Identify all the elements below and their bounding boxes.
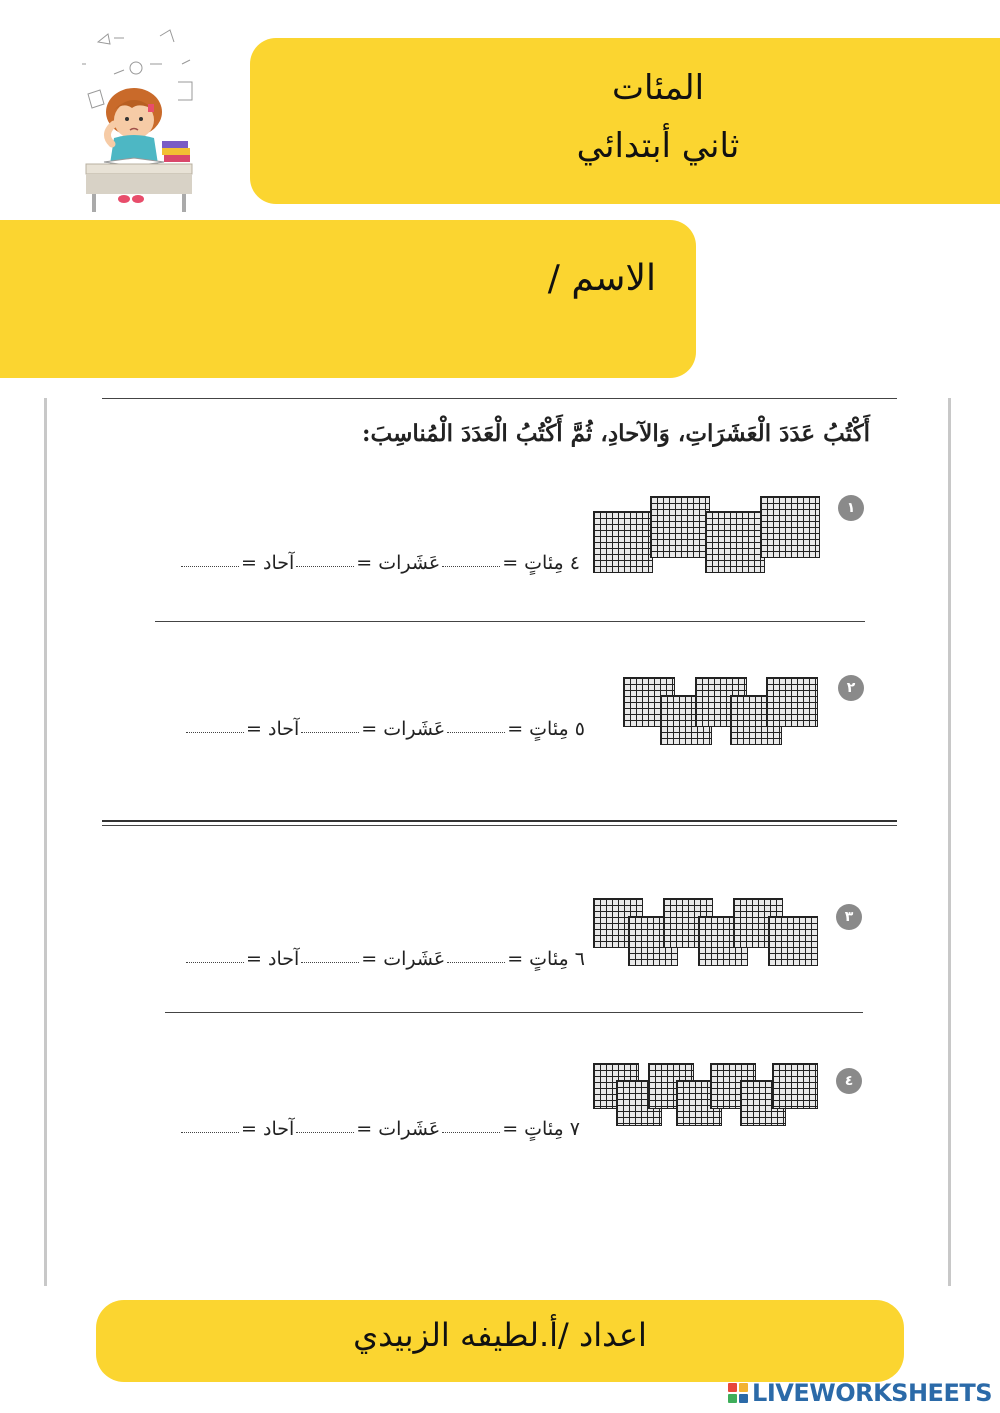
ones-label: آحاد = — [241, 1118, 295, 1140]
answer-line — [184, 948, 585, 970]
student-illustration — [74, 24, 204, 216]
answer-line — [179, 552, 580, 574]
problem-number-badge: ١ — [838, 495, 864, 521]
hundred-block — [772, 1063, 818, 1109]
number-answer-blank[interactable] — [186, 732, 244, 733]
liveworksheets-logo — [728, 1378, 992, 1408]
tens-answer-blank[interactable] — [447, 732, 505, 733]
top-divider — [102, 398, 897, 399]
footer-banner — [96, 1300, 904, 1382]
hundreds-label: ٧ مِئاتٍ = — [502, 1118, 580, 1140]
hundred-block — [593, 511, 653, 573]
ones-label: آحاد = — [246, 718, 300, 740]
section-divider — [102, 820, 897, 822]
ones-answer-blank[interactable] — [301, 962, 359, 963]
tens-label: عَشَرات = — [356, 1118, 441, 1140]
author-label: اعداد /أ.لطيفه الزبيدي — [353, 1316, 647, 1354]
tens-answer-blank[interactable] — [447, 962, 505, 963]
ones-answer-blank[interactable] — [301, 732, 359, 733]
number-answer-blank[interactable] — [181, 566, 239, 567]
grade-label: ثاني أبتدائي — [576, 126, 740, 166]
problem-divider — [155, 621, 865, 622]
hundred-block — [650, 496, 710, 558]
right-border — [948, 398, 951, 1286]
lesson-title: المئات — [611, 68, 705, 108]
tens-answer-blank[interactable] — [442, 1132, 500, 1133]
number-answer-blank[interactable] — [181, 1132, 239, 1133]
tens-label: عَشَرات = — [356, 552, 441, 574]
title-banner — [250, 38, 1000, 204]
tens-answer-blank[interactable] — [442, 566, 500, 567]
hundred-block — [766, 677, 818, 727]
ones-answer-blank[interactable] — [296, 566, 354, 567]
name-banner — [0, 220, 696, 378]
answer-line — [179, 1118, 580, 1140]
problem-number-badge: ٣ — [836, 904, 862, 930]
section-divider — [102, 825, 897, 826]
hundred-block — [768, 916, 818, 966]
hundred-block — [760, 496, 820, 558]
name-field-label: الاسم / — [547, 258, 656, 299]
instruction-text: أَكْتُبُ عَدَدَ الْعَشَرَاتِ، وَالآحادِ، ثُمَّ أَكْتُبُ الْعَدَدَ الْمُناسِبَ: — [362, 420, 870, 447]
hundreds-label: ٤ مِئاتٍ = — [502, 552, 580, 574]
liveworksheets-logo-text: LIVEWORKSHEETS — [752, 1379, 992, 1407]
problem-number-badge: ٢ — [838, 675, 864, 701]
hundred-block — [705, 511, 765, 573]
number-answer-blank[interactable] — [186, 962, 244, 963]
liveworksheets-logo-icon — [728, 1383, 748, 1403]
tens-label: عَشَرات = — [361, 718, 446, 740]
answer-line — [184, 718, 585, 740]
problem-divider — [165, 1012, 863, 1013]
tens-label: عَشَرات = — [361, 948, 446, 970]
left-border — [44, 398, 47, 1286]
ones-answer-blank[interactable] — [296, 1132, 354, 1133]
hundreds-label: ٦ مِئاتٍ = — [507, 948, 585, 970]
ones-label: آحاد = — [246, 948, 300, 970]
ones-label: آحاد = — [241, 552, 295, 574]
problem-number-badge: ٤ — [836, 1068, 862, 1094]
hundreds-label: ٥ مِئاتٍ = — [507, 718, 585, 740]
